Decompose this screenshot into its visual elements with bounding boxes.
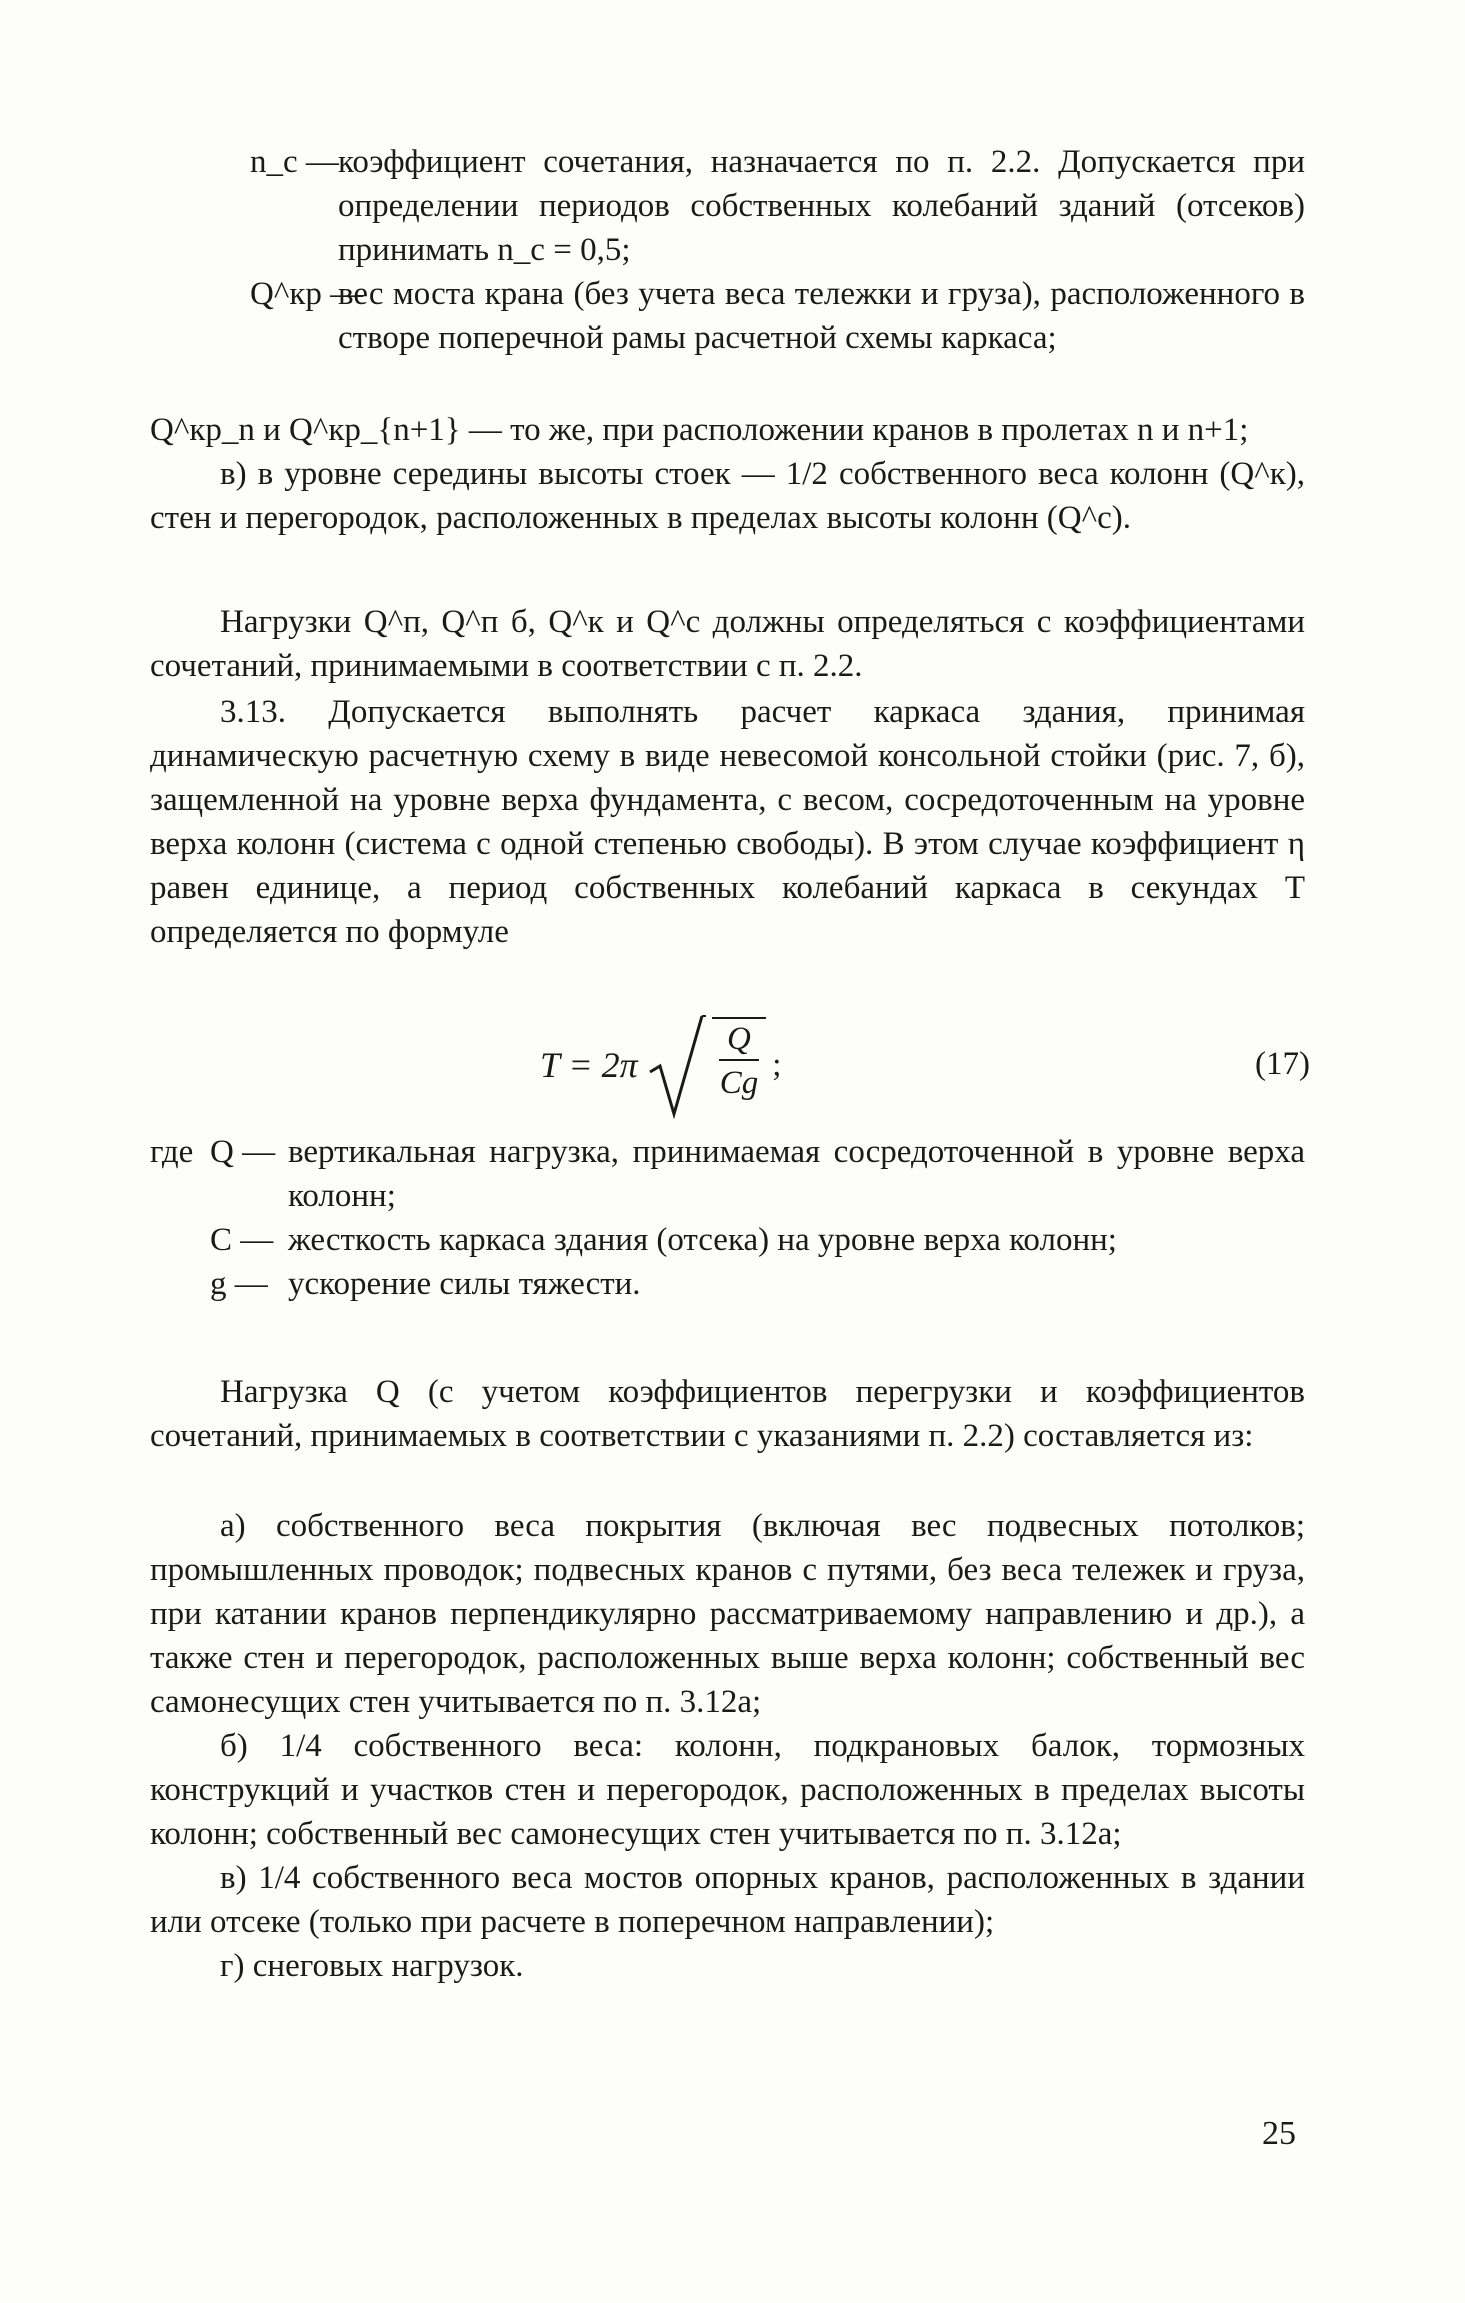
definitions-where: [150, 1130, 1305, 1306]
definition-symbol: Q^кр —: [250, 276, 364, 312]
paragraph-loads: Нагрузки Q^п, Q^п б, Q^к и Q^с должны определяться с коэффициентами сочетаний, принимаемыми в соответствии с п. 2.2.: [150, 604, 1305, 684]
formula-fraction: [712, 1017, 767, 1105]
list-item: а) собственного веса покрытия (включая вес подвесных потолков; промышленных проводок; подвесных кранов с путями, без веса тележек и груза, при катании кранов перпендикулярно рассматриваемому направлению и др.), а также стен и перегородок, расположенных выше верха колонн; собственный вес самонесущих стен учитывается по п. 3.12а;: [150, 1508, 1305, 1720]
formula-numerator: Q: [719, 1019, 759, 1061]
list-items: [150, 1504, 1305, 1988]
formula-17: [540, 1010, 1310, 1120]
definition-qkr: [250, 272, 1305, 360]
definition-g: [150, 1262, 1305, 1306]
equation-number: (17): [1255, 1046, 1310, 1082]
line-qn: Q^кр_n и Q^кр_{n+1} — то же, при расположении кранов в пролетах n и n+1;: [150, 412, 1249, 448]
list-item: в) 1/4 собственного веса мостов опорных кранов, расположенных в здании или отсеке (только при расчете в поперечном направлении);: [150, 1860, 1305, 1940]
formula-lhs: T = 2π: [540, 1045, 638, 1085]
list-item: б) 1/4 собственного веса: колонн, подкрановых балок, тормозных конструкций и участков стен и перегородок, расположенных в пределах высоты колонн; собственный вес самонесущих стен учитывается по п. 3.12а;: [150, 1728, 1305, 1852]
formula-tail: ;: [772, 1047, 782, 1083]
radical-icon: [646, 1010, 706, 1120]
definition-text: коэффициент сочетания, назначается по п. 2.2. Допускается при определении периодов собственных колебаний зданий (отсеков) принимать n_c = 0,5;: [338, 144, 1305, 268]
definition-symbol: Q —: [210, 1134, 276, 1170]
definition-q: [150, 1130, 1305, 1218]
page-number: 25: [1262, 2115, 1296, 2152]
definition-text: ускорение силы тяжести.: [288, 1266, 641, 1302]
definition-c: [150, 1218, 1305, 1262]
definitions-top: [250, 140, 1305, 360]
paragraph-v: в) в уровне середины высоты стоек — 1/2 собственного веса колонн (Q^к), стен и перегородок, расположенных в пределах высоты колонн (Q^с).: [150, 456, 1305, 536]
paragraph-load-q: Нагрузка Q (с учетом коэффициентов перегрузки и коэффициентов сочетаний, принимаемых в соответствии с указаниями п. 2.2) составляется из:: [150, 1374, 1305, 1454]
where-word: где: [150, 1134, 194, 1170]
definition-symbol: n_c —: [250, 144, 339, 180]
definition-nc: [250, 140, 1305, 272]
definition-symbol: g —: [210, 1266, 268, 1302]
paragraph-3-13: 3.13. Допускается выполнять расчет каркаса здания, принимая динамическую расчетную схему в виде невесомой консольной стойки (рис. 7, б), защемленной на уровне верха фундамента, с весом, сосредоточенным на уровне верха колонн (система с одной степенью свободы). В этом случае коэффициент η равен единице, а период собственных колебаний каркаса в секундах T определяется по формуле: [150, 694, 1305, 950]
definition-text: вертикальная нагрузка, принимаемая сосредоточенной в уровне верха колонн;: [288, 1134, 1305, 1214]
list-item: г) снеговых нагрузок.: [220, 1948, 524, 1984]
definition-text: вес моста крана (без учета веса тележки и груза), расположенного в створе поперечной рамы расчетной схемы каркаса;: [338, 276, 1305, 356]
formula-denominator: Cg: [719, 1065, 759, 1101]
definition-text: жесткость каркаса здания (отсека) на уровне верха колонн;: [288, 1222, 1117, 1258]
sqrt-sign: [646, 1010, 782, 1120]
definition-symbol: C —: [210, 1222, 274, 1258]
